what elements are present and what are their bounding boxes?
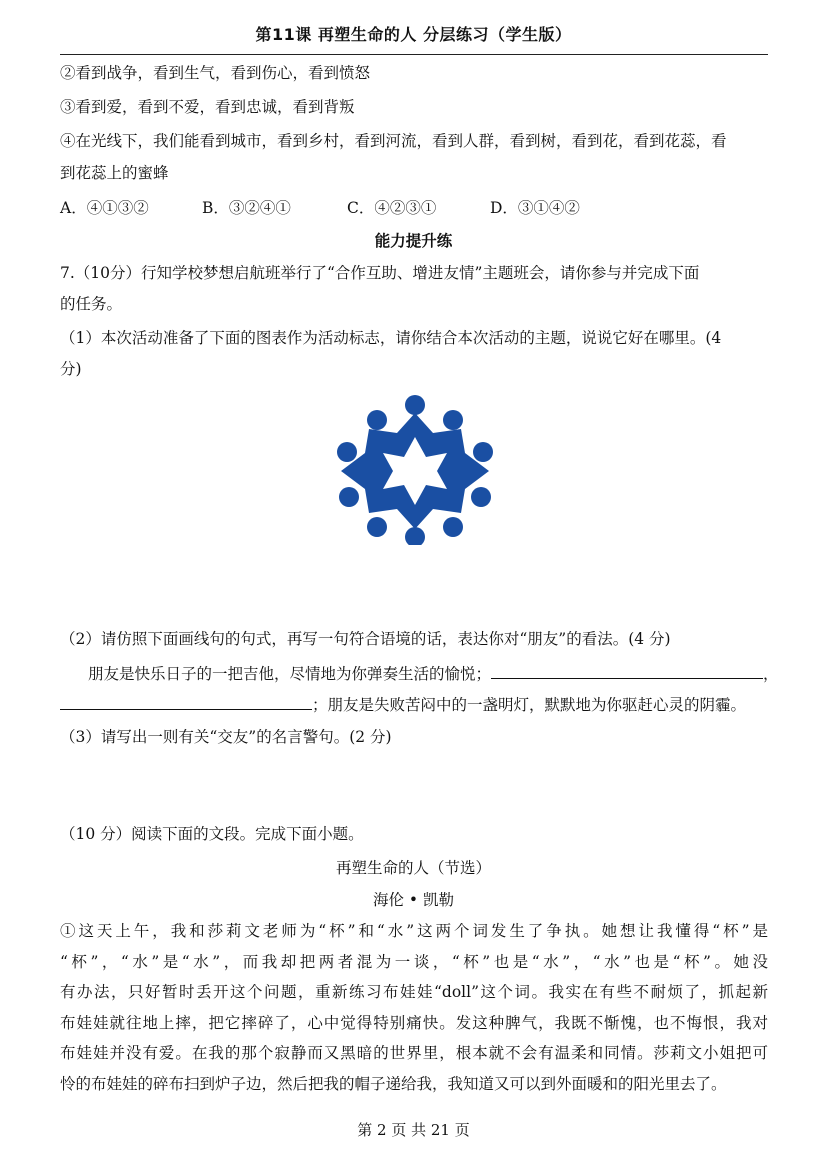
logo-head-9 — [337, 442, 357, 462]
q7-sub3-prompt: （3）请写出一则有关“交友”的名言警句。(2 分) — [60, 728, 392, 746]
q7-sub2-line1-end: ， — [763, 665, 779, 683]
logo-head-1 — [405, 395, 425, 415]
q6-option-b: B．③②④① — [202, 199, 291, 217]
q6-option-d: D．③①④② — [490, 199, 580, 217]
q7-sub2-line2-text: ；朋友是失败苦闷中的一盏明灯，默默地为你驱赶心灵的阴霾。 — [312, 696, 747, 714]
q7-sub2-line1 — [88, 662, 779, 685]
q7-sub2-line2 — [60, 693, 746, 716]
q6-option-c: C．④②③① — [347, 199, 437, 217]
q6-option-a: A．④①③② — [60, 199, 149, 217]
logo-head-3 — [473, 442, 493, 462]
q7-sub1-line1: （1）本次活动准备了下面的图表作为活动标志，请你结合本次活动的主题，说说它好在哪里。(4 — [60, 329, 722, 347]
passage-line-2: “杯”，“水”是“水”，而我却把两者混为一谈，“杯”也是“水”，“水”也是“杯”。她没 — [60, 952, 768, 971]
q7-sub1-line2: 分) — [60, 360, 82, 378]
activity-logo — [333, 395, 497, 545]
passage-line-6: 怜的布娃娃的碎布扫到炉子边，然后把我的帽子递给我，我知道又可以到外面暖和的阳光里去了。 — [60, 1074, 727, 1093]
logo-head-6 — [405, 527, 425, 545]
logo-head-5 — [443, 517, 463, 537]
section-title: 能力提升练 — [374, 232, 453, 250]
q7-stem-line2: 的任务。 — [60, 295, 123, 313]
logo-head-10 — [367, 410, 387, 430]
q6-item-3: ③看到爱，看到不爱，看到忠诚，看到背叛 — [60, 98, 355, 116]
logo-star-ring — [341, 413, 489, 529]
passage-line-3: 有办法，只好暂时丢开这个问题，重新练习布娃娃“doll”这个词。我实在有些不耐烦了，抓起新 — [60, 983, 768, 1001]
logo-head-4 — [471, 487, 491, 507]
reading-title: 再塑生命的人（节选） — [335, 859, 491, 877]
reading-intro: （10 分）阅读下面的文段。完成下面小题。 — [60, 825, 364, 843]
answer-blank-2[interactable] — [60, 693, 312, 710]
reading-author: 海伦 • 凯勒 — [373, 891, 454, 909]
passage-line-4: 布娃娃就往地上摔，把它摔碎了，心中觉得特别痛快。发这种脾气，我既不惭愧，也不悔恨，我对 — [60, 1013, 768, 1032]
q7-sub2-prompt: （2）请仿照下面画线句的句式，再写一句符合语境的话，表达你对“朋友”的看法。(4 分) — [60, 630, 671, 648]
q6-item-4-line2: 到花蕊上的蜜蜂 — [60, 164, 169, 182]
q6-item-4-line1: ④在光线下，我们能看到城市，看到乡村，看到河流，看到人群，看到树，看到花，看到花蕊，看 — [60, 132, 727, 150]
q6-item-2: ②看到战争，看到生气，看到伤心，看到愤怒 — [60, 64, 371, 82]
logo-head-7 — [367, 517, 387, 537]
logo-head-2 — [443, 410, 463, 430]
logo-head-8 — [339, 487, 359, 507]
passage-line-5: 布娃娃并没有爱。在我的那个寂静而又黑暗的世界里，根本就不会有温柔和同情。莎莉文小姐把可 — [60, 1044, 768, 1062]
q7-sub2-line1-text: 朋友是快乐日子的一把吉他，尽情地为你弹奏生活的愉悦； — [88, 665, 492, 683]
page-footer: 第 2 页 共 21 页 — [357, 1121, 470, 1139]
q7-stem-line1: 7.（10分）行知学校梦想启航班举行了“合作互助、增进友情”主题班会，请你参与并完成下面 — [60, 264, 700, 282]
passage-line-1: ①这天上午，我和莎莉文老师为“杯”和“水”这两个词发生了争执。她想让我懂得“杯”是 — [60, 922, 768, 940]
reading-passage — [60, 916, 768, 1099]
page-header-title: 第11课 再塑生命的人 分层练习（学生版） — [255, 25, 572, 44]
answer-blank-1[interactable] — [491, 662, 763, 679]
header-divider — [60, 54, 768, 55]
